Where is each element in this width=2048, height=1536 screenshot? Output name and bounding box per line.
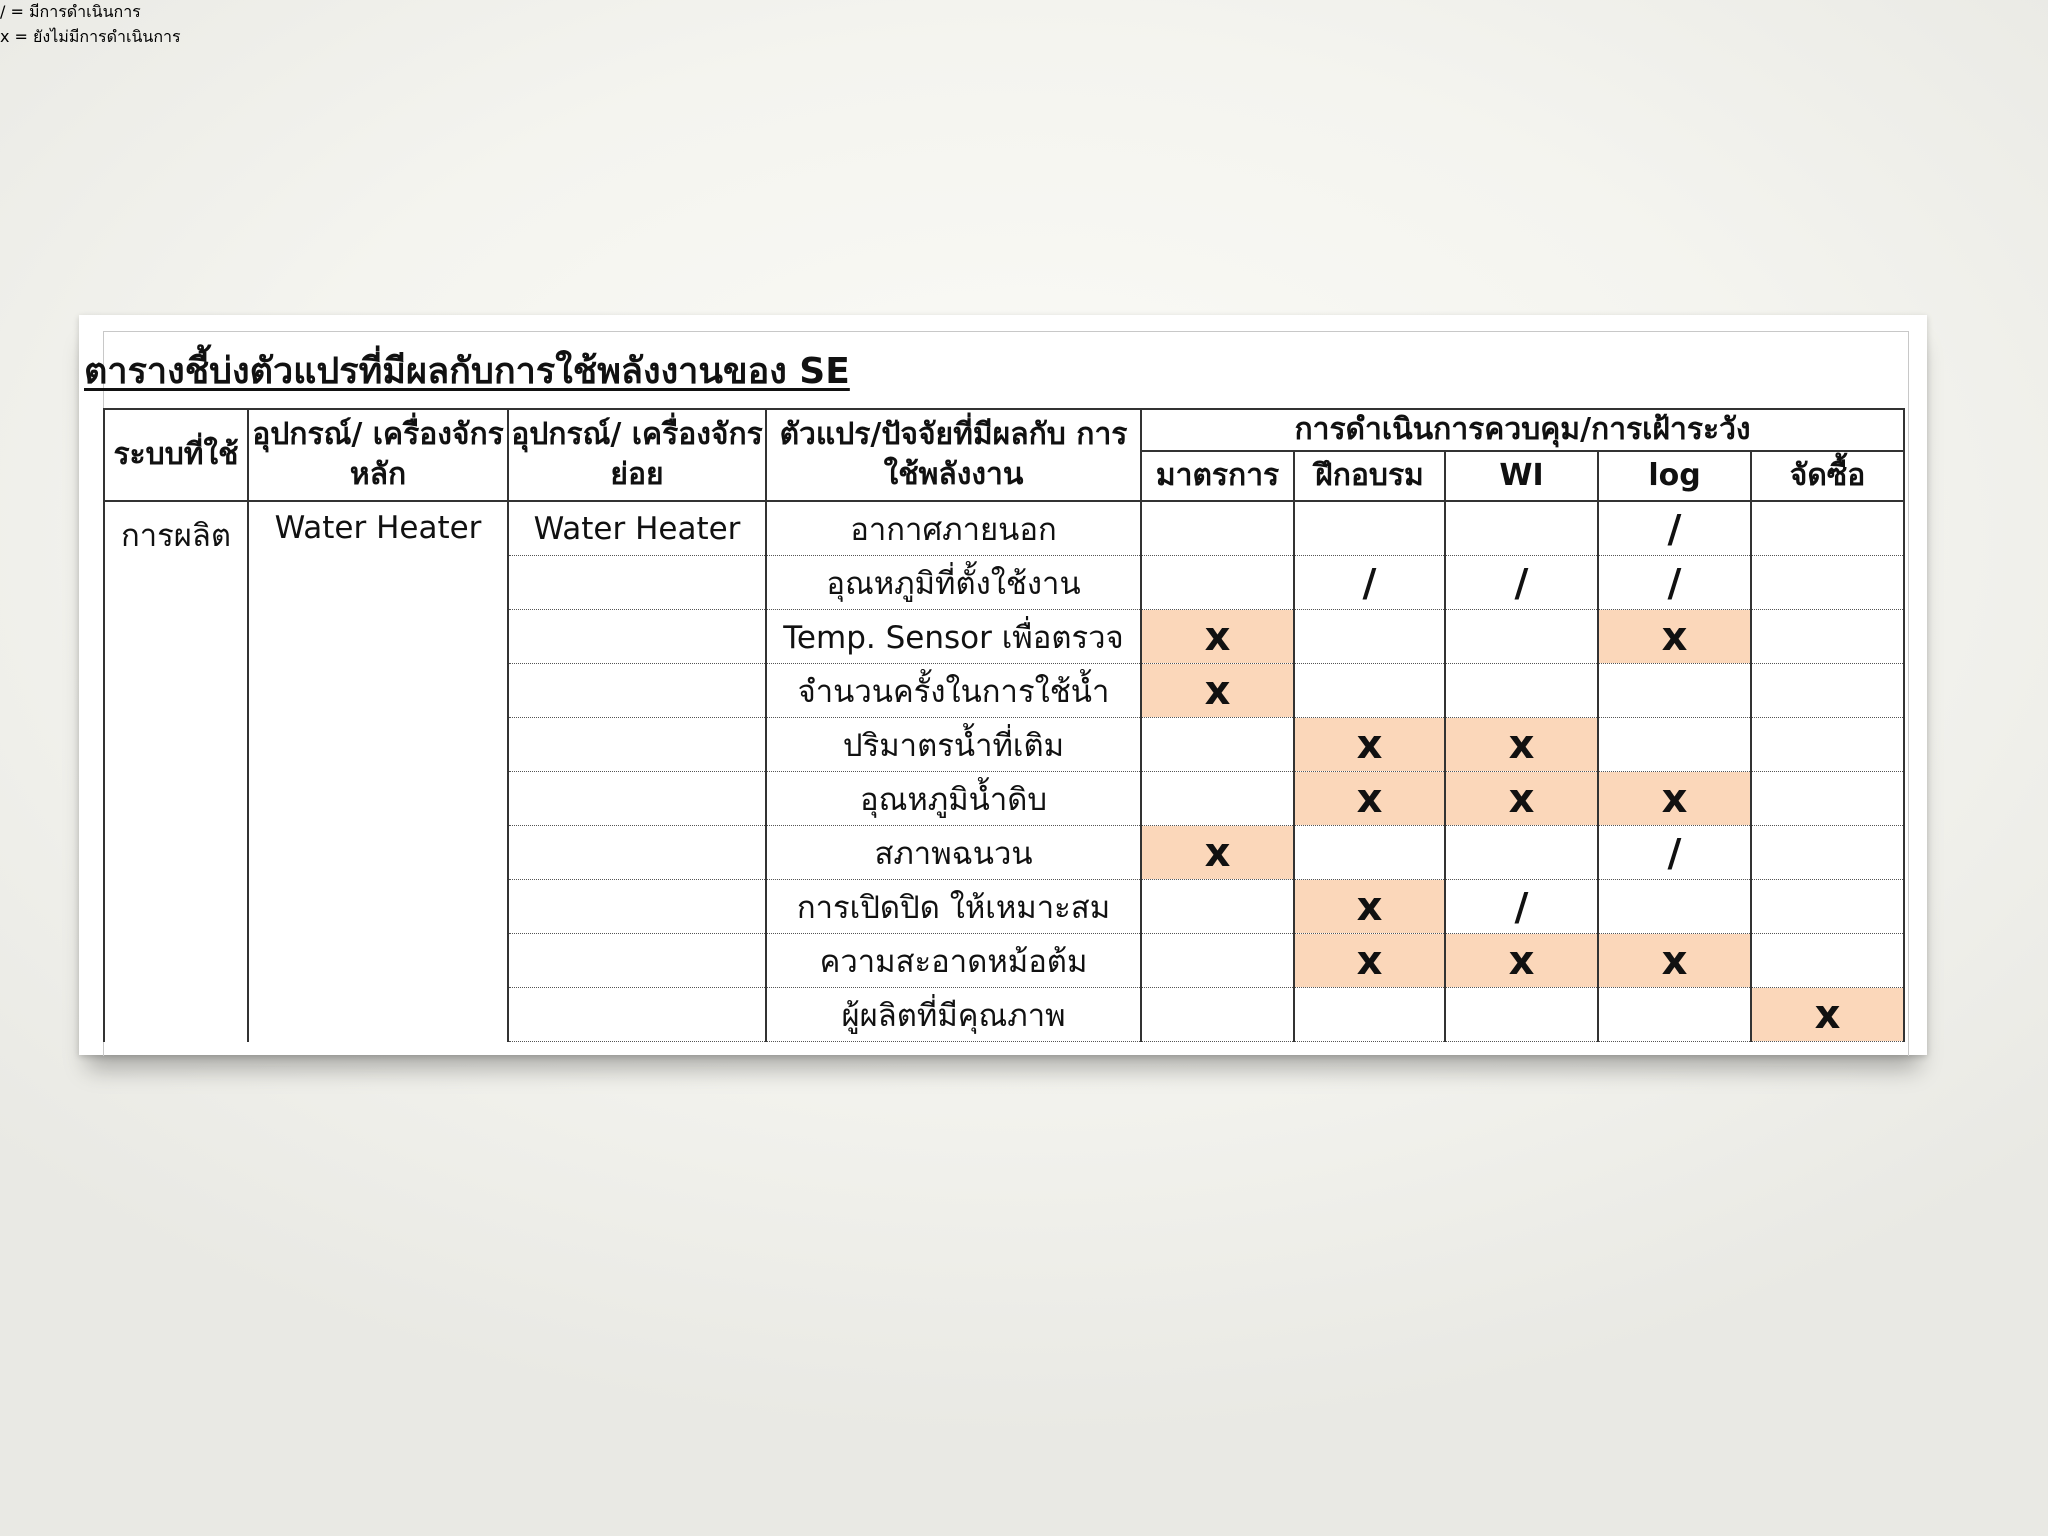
energy-variable-table (103, 408, 1905, 1042)
cell-sub-equipment (508, 556, 766, 610)
cell-mark (1751, 610, 1904, 664)
cell-mark: x (1445, 718, 1598, 772)
cell-mark (1141, 718, 1294, 772)
cell-mark: x (1598, 772, 1751, 826)
cell-sub-equipment (508, 772, 766, 826)
legend-not-done: x = ยังไม่มีการดำเนินการ (0, 27, 181, 46)
header-control-measure: มาตรการ (1141, 451, 1294, 501)
cell-sub-equipment (508, 880, 766, 934)
cell-mark (1294, 664, 1445, 718)
cell-variable: Temp. Sensor เพื่อตรวจ (766, 610, 1141, 664)
cell-mark: / (1445, 556, 1598, 610)
legend-done: / = มีการดำเนินการ (0, 2, 141, 21)
table-row (104, 501, 1904, 556)
cell-mark (1294, 501, 1445, 556)
cell-mark (1598, 664, 1751, 718)
cell-variable: สภาพฉนวน (766, 826, 1141, 880)
cell-mark: / (1598, 501, 1751, 556)
cell-variable: อากาศภายนอก (766, 501, 1141, 556)
cell-mark: x (1445, 934, 1598, 988)
header-variable: ตัวแปร/ปัจจัยที่มีผลกับ การใช้พลังงาน (766, 409, 1141, 501)
cell-sub-equipment (508, 826, 766, 880)
header-system: ระบบที่ใช้ (104, 409, 248, 501)
cell-variable: การเปิดปิด ให้เหมาะสม (766, 880, 1141, 934)
header-control-group: การดำเนินการควบคุม/การเฝ้าระวัง (1141, 409, 1904, 451)
cell-mark (1598, 988, 1751, 1042)
cell-sub-equipment: Water Heater (508, 501, 766, 556)
cell-main-equipment: Water Heater (248, 501, 508, 1042)
cell-mark: x (1598, 610, 1751, 664)
cell-mark: x (1598, 934, 1751, 988)
cell-mark: x (1294, 718, 1445, 772)
table-title: ตารางชี้บ่งตัวแปรที่มีผลกับการใช้พลังงานของ SE (84, 351, 850, 392)
cell-mark (1141, 501, 1294, 556)
cell-mark (1598, 718, 1751, 772)
cell-mark (1141, 988, 1294, 1042)
cell-variable: ความสะอาดหม้อต้ม (766, 934, 1141, 988)
cell-mark (1751, 772, 1904, 826)
cell-mark (1445, 988, 1598, 1042)
cell-mark (1141, 880, 1294, 934)
cell-mark (1751, 934, 1904, 988)
cell-mark (1598, 880, 1751, 934)
cell-mark: x (1141, 610, 1294, 664)
cell-variable: อุณหภูมิที่ตั้งใช้งาน (766, 556, 1141, 610)
header-sub-equipment: อุปกรณ์/ เครื่องจักรย่อย (508, 409, 766, 501)
header-control-wi: WI (1445, 451, 1598, 501)
cell-mark (1445, 610, 1598, 664)
cell-mark (1141, 556, 1294, 610)
cell-mark (1751, 664, 1904, 718)
cell-mark (1445, 501, 1598, 556)
cell-variable: อุณหภูมิน้ำดิบ (766, 772, 1141, 826)
cell-sub-equipment (508, 610, 766, 664)
cell-mark: / (1445, 880, 1598, 934)
cell-mark (1751, 718, 1904, 772)
header-control-log: log (1598, 451, 1751, 501)
cell-sub-equipment (508, 718, 766, 772)
cell-sub-equipment (508, 934, 766, 988)
cell-variable: จำนวนครั้งในการใช้น้ำ (766, 664, 1141, 718)
cell-mark (1751, 880, 1904, 934)
cell-mark: x (1141, 826, 1294, 880)
cell-mark: / (1598, 826, 1751, 880)
cell-mark (1141, 934, 1294, 988)
cell-variable: ปริมาตรน้ำที่เติม (766, 718, 1141, 772)
cell-mark (1294, 610, 1445, 664)
cell-variable: ผู้ผลิตที่มีคุณภาพ (766, 988, 1141, 1042)
cell-mark: x (1445, 772, 1598, 826)
header-main-equipment: อุปกรณ์/ เครื่องจักรหลัก (248, 409, 508, 501)
cell-mark (1751, 556, 1904, 610)
cell-mark: x (1294, 934, 1445, 988)
cell-mark (1751, 826, 1904, 880)
header-control-training: ฝึกอบรม (1294, 451, 1445, 501)
cell-mark (1445, 826, 1598, 880)
cell-mark (1294, 988, 1445, 1042)
cell-mark: / (1598, 556, 1751, 610)
cell-mark: x (1294, 880, 1445, 934)
cell-mark (1445, 664, 1598, 718)
cell-system: การผลิต (104, 501, 248, 1042)
cell-mark (1751, 501, 1904, 556)
cell-sub-equipment (508, 664, 766, 718)
cell-mark (1294, 826, 1445, 880)
header-control-purchase: จัดซื้อ (1751, 451, 1904, 501)
cell-mark: x (1751, 988, 1904, 1042)
cell-sub-equipment (508, 988, 766, 1042)
cell-mark: / (1294, 556, 1445, 610)
cell-mark: x (1294, 772, 1445, 826)
table-body (104, 501, 1904, 1042)
cell-mark (1141, 772, 1294, 826)
cell-mark: x (1141, 664, 1294, 718)
